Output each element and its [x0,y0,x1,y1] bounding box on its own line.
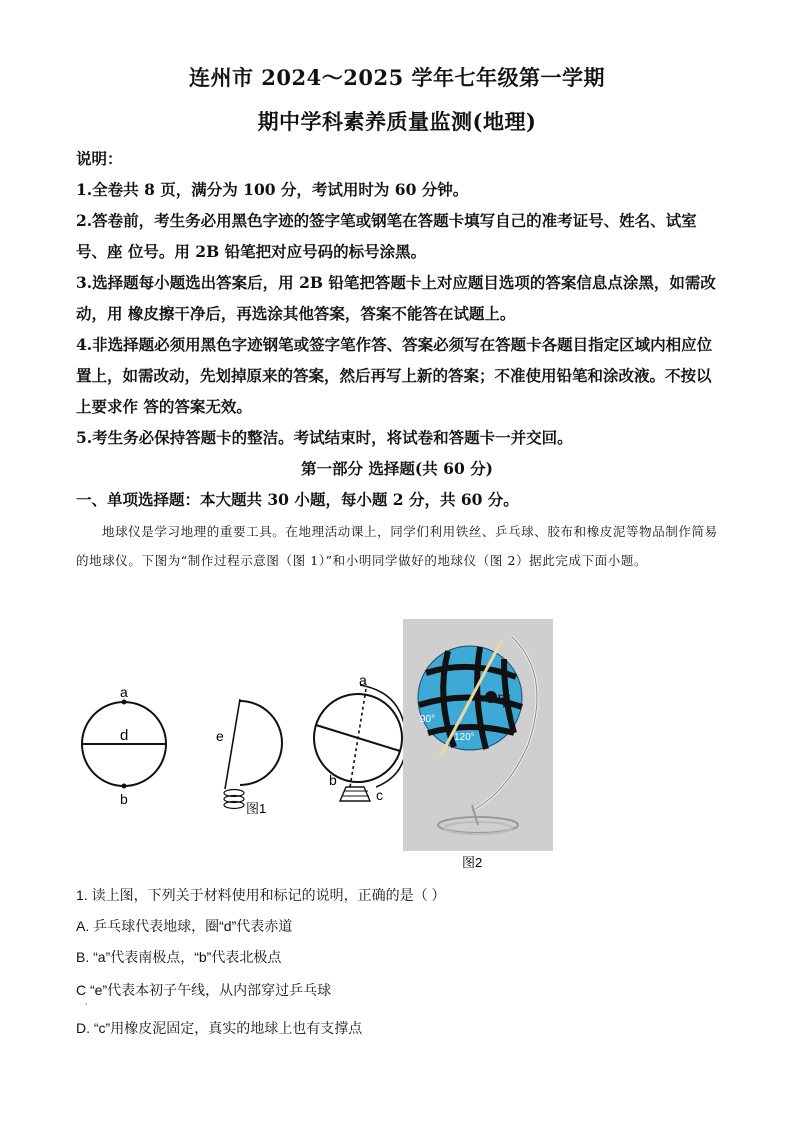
fig1-point-b [122,784,127,789]
instruction-item-1: 1.全卷共 8 页，满分为 100 分，考试用时为 60 分钟。 [76,180,469,199]
instruction-item-2: 2.答卷前，考生务必用黑色字迹的签字笔或钢笔在答题卡填写自己的准考证号、姓名、试室号、座 位号。用 2B 铅笔把对应号码的标号涂黑。 [76,211,697,261]
stray-mark: · [85,1000,88,1009]
label-jia: 甲 [497,693,511,709]
exam-title-line1: 连州市 2024～2025 学年七年级第一学期 [188,65,605,90]
label-e: e [216,728,224,744]
option-a: A. 乒乓球代表地球，圈“d”代表赤道 [76,918,293,934]
label-b-1: b [120,791,128,807]
fig2-caption: 图2 [462,855,483,870]
fig2-point-jia [485,691,497,703]
fig1-axis [350,689,366,787]
label-a-1: a [120,684,128,700]
instruction-item-3: 3.选择题每小题选出答案后，用 2B 铅笔把答题卡上对应题目选项的答案信息点涂黑，如需改动，用 橡皮擦干净后，再选涂其他答案，答案不能答在试题上。 [76,273,716,323]
exam-title-line2: 期中学科素养质量监测(地理) [257,109,537,134]
question-1-stem: 1. 读上图，下列关于材料使用和标记的说明，正确的是（ ） [76,887,446,903]
option-d: D. “c”用橡皮泥固定，真实的地球上也有支撑点 [76,1020,363,1036]
label-90deg: 90° [420,714,436,725]
fig1-point-a [122,700,127,705]
option-b: B. “a”代表南极点，“b”代表北极点 [76,949,282,965]
fig1-wire-e [225,699,240,789]
globe-figure [76,615,556,875]
fig1-meridian-wire [360,685,406,787]
single-choice-heading: 一、单项选择题：本大题共 30 小题，每小题 2 分，共 60 分。 [76,490,519,509]
option-c: C “e”代表本初子午线，从内部穿过乒乓球 [76,982,332,998]
label-c: c [376,787,383,803]
instruction-item-5: 5.考生务必保持答题卡的整洁。考试结束时，将试卷和答题卡一并交回。 [76,428,573,447]
fig1-caption: 图1 [246,801,267,816]
label-120deg: 120° [454,732,475,743]
label-d: d [120,727,129,744]
instructions-label: 说明： [76,149,123,168]
question-intro: 地球仪是学习地理的重要工具。在地理活动课上，同学们利用铁丝、乒乓球、胶布和橡皮泥等物品制作简易的地球仪。下图为“制作过程示意图（图 1）”和小明同学做好的地球仪（图 2）据此完成下面小题。 [76,524,718,568]
label-b-2: b [329,772,337,788]
instruction-item-4: 4.非选择题必须用黑色字迹钢笔或签字笔作答、答案必须写在答题卡各题目指定区域内相应位置上，如需改动，先划掉原来的答案，然后再写上新的答案；不准使用铅笔和涂改液。不按以上要求作 答的答案无效。 [76,335,713,416]
fig1-half-ball [240,701,282,785]
part-title: 第一部分 选择题(共 60 分) [301,459,493,478]
label-a-2: a [359,672,367,688]
fig1-clay-base [340,787,370,801]
